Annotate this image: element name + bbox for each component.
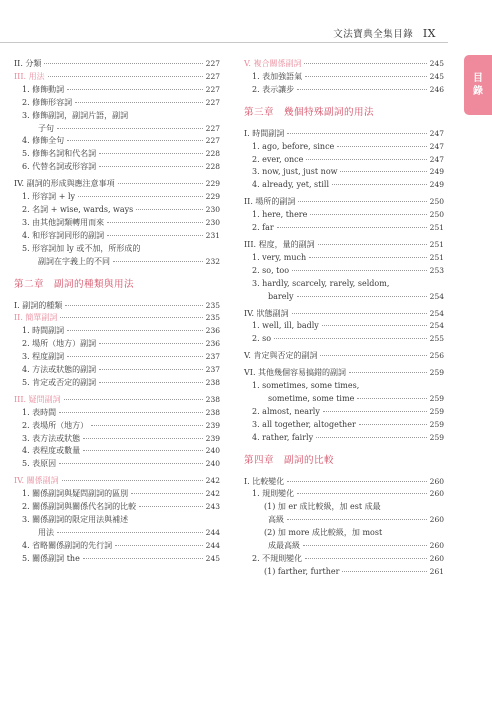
toc-subsection-entry: [244, 527, 444, 540]
entry-title: 3. 由其他詞類轉用而來: [22, 217, 105, 227]
page-number: 254: [429, 291, 444, 301]
toc-section-entry: [14, 475, 220, 488]
leader-dots: [297, 493, 426, 494]
page-number: 235: [205, 313, 220, 323]
entry-title: 成最高級: [268, 541, 300, 551]
entry-title: 2. almost, nearly: [252, 406, 320, 416]
leader-dots: [59, 412, 202, 413]
entry-title: 1. sometimes, some times,: [252, 381, 360, 391]
page-number: 247: [429, 154, 444, 164]
entry-title: 2. 修飾形容詞: [22, 97, 73, 107]
running-header: [333, 26, 436, 40]
entry-title: 副詞在字義上的不同: [38, 256, 110, 266]
leader-dots: [287, 519, 427, 520]
toc-section-entry: [244, 476, 444, 489]
leader-dots: [349, 372, 427, 373]
leader-dots: [83, 438, 202, 439]
entry-title: II. 場所的副詞: [244, 197, 296, 207]
page-number: 251: [429, 223, 444, 233]
page-number: 237: [205, 352, 220, 362]
page-number: 238: [205, 407, 220, 417]
header-rule: [0, 42, 448, 43]
entry-title: 3. now, just, just now: [252, 167, 338, 177]
leader-dots: [99, 343, 202, 344]
page-number: 245: [429, 59, 444, 68]
entry-title: 2. 表場所（地方）: [22, 420, 89, 430]
toc-subsection-entry: [14, 351, 220, 364]
page-number: 237: [205, 365, 220, 375]
page-number: 232: [205, 256, 220, 266]
toc-subsection-entry: [14, 97, 220, 110]
toc-section-entry: [14, 178, 220, 191]
leader-dots: [131, 493, 202, 494]
toc-subsection-entry: [14, 488, 220, 501]
chapter-heading: 第二章 副詞的種類與用法: [14, 278, 135, 290]
entry-title: 5. 肯定或否定的副詞: [22, 377, 97, 387]
page-number: 228: [205, 162, 220, 172]
page-number: 244: [205, 540, 220, 550]
leader-dots: [274, 338, 427, 339]
entry-title: VI. 其他幾個容易搞錯的副詞: [244, 368, 347, 378]
entry-title: (2) 加 more 成比較級，加 most: [264, 528, 383, 538]
toc-subsection-entry: [14, 161, 220, 174]
leader-dots: [115, 545, 202, 546]
entry-title: I. 時間副詞: [244, 128, 285, 138]
leader-dots: [44, 63, 202, 64]
entry-title: 4. rather, fairly: [252, 432, 314, 442]
leader-dots: [99, 382, 202, 383]
entry-title: 4. 方法或狀態的副詞: [22, 365, 97, 375]
entry-title: III. 疑問副詞: [14, 394, 61, 404]
toc-subsection-entry: [14, 458, 220, 471]
entry-title: 1. very, much: [252, 252, 307, 262]
page-number: 239: [205, 420, 220, 430]
entry-title: 1. 表時間: [22, 407, 57, 417]
entry-title: IV. 關係副詞: [14, 476, 59, 486]
entry-title: 4. 省略關係副詞的先行詞: [22, 540, 113, 550]
page-number: 259: [429, 393, 444, 403]
entry-title: 2. 場所（地方）副詞: [22, 339, 97, 349]
entry-title: 1. 修飾動詞: [22, 84, 65, 94]
leader-dots: [340, 171, 426, 172]
leader-dots: [310, 214, 426, 215]
page-number: 251: [429, 239, 444, 249]
toc-subsection-entry: [14, 110, 220, 123]
toc-subsection-entry: [14, 230, 220, 243]
leader-dots: [316, 437, 427, 438]
toc-section-entry: [244, 350, 444, 363]
page-number: 247: [429, 141, 444, 151]
leader-dots: [287, 481, 426, 482]
page-number: 249: [429, 180, 444, 190]
page-numeral: IX: [422, 27, 436, 40]
leader-dots: [304, 63, 426, 64]
page-number: 227: [205, 97, 220, 107]
page-number: 238: [205, 377, 220, 387]
page-number: 256: [429, 351, 444, 361]
leader-dots: [342, 571, 426, 572]
tab-char-1: 目: [473, 73, 483, 84]
leader-dots: [292, 270, 427, 271]
entry-title: 用法: [38, 527, 54, 537]
entry-title: 5. 表原因: [22, 459, 57, 469]
leader-dots: [83, 558, 203, 559]
leader-dots: [136, 209, 202, 210]
leader-dots: [292, 313, 427, 314]
entry-title: V. 肯定與否定的副詞: [244, 351, 318, 361]
entry-title: 3. 程度副詞: [22, 352, 65, 362]
page-number: 259: [429, 368, 444, 378]
page-number: 260: [429, 554, 444, 563]
toc-subsection-entry: [14, 338, 220, 351]
toc-subsection-entry: [14, 420, 220, 433]
toc-subsection-entry: [244, 71, 444, 84]
leader-dots: [65, 305, 202, 306]
entry-title: 6. 代替名詞或形容詞: [22, 162, 97, 172]
toc-subsection-entry: [14, 364, 220, 377]
toc-entry-continuation: [244, 514, 444, 527]
leader-dots: [78, 196, 203, 197]
page-number: 255: [429, 334, 444, 344]
leader-dots: [306, 159, 426, 160]
entry-title: 子句: [38, 123, 54, 133]
entry-title: 2. 名詞 + wise, wards, ways: [22, 204, 134, 214]
entry-title: 3. hardly, scarcely, rarely, seldom,: [252, 278, 390, 288]
leader-dots: [107, 222, 202, 223]
toc-entry-continuation: [14, 256, 220, 269]
leader-dots: [337, 146, 426, 147]
toc-subsection-entry: [244, 566, 444, 579]
leader-dots: [57, 532, 203, 533]
page-number: 245: [205, 553, 220, 563]
leader-dots: [60, 317, 202, 318]
page-number: 238: [205, 394, 220, 404]
entry-title: 5. 形容詞加 ly 或不加，所形成的: [22, 243, 141, 253]
entry-title: 3. all together, altogether: [252, 419, 356, 429]
page-number: 235: [205, 300, 220, 310]
leader-dots: [297, 89, 426, 90]
leader-dots: [59, 463, 202, 464]
entry-title: 5. 關係副詞 the: [22, 553, 80, 563]
entry-title: IV. 副詞的形成與應注意事項: [14, 179, 115, 189]
entry-title: 1. 形容詞 + ly: [22, 192, 76, 202]
toc-section-entry: [244, 128, 444, 141]
entry-title: IV. 狀態副詞: [244, 308, 289, 318]
header-title: 文法寶典全集目錄: [333, 29, 414, 40]
entry-title: I. 比較變化: [244, 476, 285, 486]
toc-left-column: [14, 58, 220, 566]
toc-subsection-entry: [14, 553, 220, 566]
page-number: 229: [205, 192, 220, 202]
leader-dots: [320, 355, 426, 356]
toc-subsection-entry: [244, 419, 444, 432]
leader-dots: [309, 257, 427, 258]
page-number: 254: [429, 308, 444, 318]
entry-title: 4. 表程度或數量: [22, 446, 81, 456]
leader-dots: [83, 450, 202, 451]
toc-section-entry: [244, 239, 444, 252]
entry-title: 1. well, ill, badly: [252, 321, 319, 331]
toc-subsection-entry: [244, 333, 444, 346]
toc-section-entry: [14, 71, 220, 84]
toc-subsection-entry: [244, 432, 444, 445]
leader-dots: [67, 89, 202, 90]
toc-subsection-entry: [14, 433, 220, 446]
toc-entry-continuation: [244, 540, 444, 553]
entry-title: 2. 關係副詞與關係代名詞的比較: [22, 502, 137, 512]
entry-title: 2. ever, once: [252, 154, 304, 164]
page-number: 250: [429, 197, 444, 207]
toc-subsection-entry: [14, 204, 220, 217]
tab-char-2: 錄: [473, 86, 483, 97]
entry-title: (1) farther, further: [264, 566, 340, 576]
page-number: 227: [205, 136, 220, 146]
page-number: 231: [205, 230, 220, 240]
leader-dots: [113, 261, 203, 262]
toc-subsection-entry: [14, 445, 220, 458]
leader-dots: [107, 235, 202, 236]
toc-entry-continuation: [244, 393, 444, 406]
page-number: 227: [205, 59, 220, 68]
entry-title: 1. ago, before, since: [252, 141, 335, 151]
page-number: 245: [429, 71, 444, 81]
page-number: 253: [429, 265, 444, 275]
page-number: 260: [429, 489, 444, 499]
chapter-heading: 第四章 副詞的比較: [244, 454, 335, 466]
leader-dots: [67, 356, 202, 357]
entry-title: II. 分類: [14, 59, 42, 68]
entry-title: 1. here, there: [252, 210, 308, 220]
entry-title: V. 複合關係副詞: [244, 59, 302, 68]
page-number: 236: [205, 326, 220, 336]
toc-section-entry: [244, 308, 444, 321]
leader-dots: [99, 153, 202, 154]
page-number: 243: [205, 502, 220, 512]
leader-dots: [322, 325, 427, 326]
toc-subsection-entry: [14, 135, 220, 148]
entry-title: barely: [268, 291, 294, 301]
toc-subsection-entry: [14, 514, 220, 527]
toc-subsection-entry: [244, 278, 444, 291]
leader-dots: [287, 133, 426, 134]
page-number: 227: [205, 123, 220, 133]
page-number: 247: [429, 128, 444, 138]
toc-subsection-entry: [244, 553, 444, 566]
page-number: 227: [205, 84, 220, 94]
entry-title: 2. so, too: [252, 265, 290, 275]
toc-section-entry: [14, 394, 220, 407]
entry-title: 1. 關係副詞與疑問副詞的區別: [22, 489, 129, 499]
entry-title: 1. 表加強語氣: [252, 71, 303, 81]
toc-subsection-entry: [14, 407, 220, 420]
leader-dots: [48, 76, 203, 77]
toc-subsection-entry: [244, 501, 444, 514]
entry-title: III. 程度，量的副詞: [244, 239, 315, 249]
entry-title: (1) 加 er 成比較級，加 est 成最: [264, 502, 381, 512]
page-number: 259: [429, 419, 444, 429]
page-number: 229: [205, 179, 220, 189]
toc-subsection-entry: [14, 501, 220, 514]
page-number: 236: [205, 339, 220, 349]
entry-title: 3. 修飾副詞，副詞片語，副詞: [22, 110, 129, 120]
toc-entry-continuation: [14, 527, 220, 540]
page-number: 250: [429, 210, 444, 220]
page-number: 230: [205, 204, 220, 214]
toc-subsection-entry: [244, 84, 444, 97]
toc-section-entry: [244, 367, 444, 380]
toc-section-entry: [14, 312, 220, 325]
toc-subsection-entry: [244, 252, 444, 265]
entry-title: 高級: [268, 515, 284, 525]
page-number: 244: [205, 527, 220, 537]
entry-title: 1. 規則變化: [252, 489, 295, 499]
entry-title: I. 副詞的種類: [14, 300, 63, 310]
leader-dots: [305, 76, 426, 77]
page-number: 230: [205, 217, 220, 227]
entry-title: 2. 不規則變化: [252, 554, 303, 563]
entry-title: II. 簡單副詞: [14, 313, 58, 323]
toc-section-entry: [14, 58, 220, 71]
entry-title: 2. 表示讓步: [252, 84, 295, 94]
page-number: 242: [205, 489, 220, 499]
toc-subsection-entry: [14, 148, 220, 161]
toc-subsection-entry: [244, 179, 444, 192]
toc-subsection-entry: [14, 217, 220, 230]
leader-dots: [99, 166, 202, 167]
toc-entry-continuation: [14, 123, 220, 136]
page-number: 260: [429, 476, 444, 486]
toc-subsection-entry: [244, 265, 444, 278]
page-number: 254: [429, 321, 444, 331]
leader-dots: [67, 140, 202, 141]
toc-right-column: [244, 58, 444, 579]
chapter-heading: 第三章 幾個特殊副詞的用法: [244, 106, 375, 118]
entry-title: 4. 和形容詞同形的副詞: [22, 230, 105, 240]
page-number: 240: [205, 446, 220, 456]
leader-dots: [359, 424, 427, 425]
entry-title: 2. so: [252, 334, 272, 344]
page-number: 259: [429, 406, 444, 416]
entry-title: 4. already, yet, still: [252, 180, 330, 190]
leader-dots: [318, 244, 427, 245]
toc-subsection-entry: [14, 191, 220, 204]
page-number: 261: [429, 566, 444, 576]
leader-dots: [297, 296, 427, 297]
toc-tab: [464, 55, 492, 115]
toc-subsection-entry: [244, 406, 444, 419]
toc-subsection-entry: [244, 166, 444, 179]
leader-dots: [118, 183, 203, 184]
leader-dots: [75, 102, 202, 103]
toc-subsection-entry: [244, 320, 444, 333]
page-number: 251: [429, 252, 444, 262]
toc-subsection-entry: [14, 84, 220, 97]
leader-dots: [62, 480, 203, 481]
toc-subsection-entry: [244, 380, 444, 393]
toc-subsection-entry: [14, 540, 220, 553]
entry-title: 2. far: [252, 223, 274, 233]
page-number: 227: [205, 71, 220, 81]
entry-title: 3. 關係副詞的限定用法與補述: [22, 515, 129, 524]
entry-title: sometime, some time: [268, 393, 355, 403]
page-number: 260: [429, 541, 444, 551]
toc-subsection-entry: [244, 209, 444, 222]
leader-dots: [332, 184, 427, 185]
leader-dots: [305, 558, 426, 559]
toc-subsection-entry: [244, 141, 444, 154]
toc-subsection-entry: [244, 222, 444, 235]
entry-title: III. 用法: [14, 71, 45, 81]
toc-subsection-entry: [14, 377, 220, 390]
toc-subsection-entry: [14, 243, 220, 256]
page-number: 240: [205, 459, 220, 469]
entry-title: 4. 修飾全句: [22, 136, 65, 146]
entry-title: 3. 表方法或狀態: [22, 433, 81, 443]
page-number: 239: [205, 433, 220, 443]
leader-dots: [91, 425, 202, 426]
page-number: 228: [205, 149, 220, 159]
toc-section-entry: [244, 58, 444, 71]
toc-section-entry: [14, 300, 220, 313]
leader-dots: [323, 411, 427, 412]
leader-dots: [357, 398, 426, 399]
leader-dots: [139, 506, 202, 507]
page-number: 259: [429, 432, 444, 442]
page-number: 246: [429, 84, 444, 94]
page-number: 260: [429, 515, 444, 525]
entry-title: 1. 時間副詞: [22, 326, 65, 336]
leader-dots: [99, 369, 202, 370]
leader-dots: [303, 545, 427, 546]
toc-section-entry: [244, 196, 444, 209]
entry-title: 5. 修飾名詞和代名詞: [22, 149, 97, 159]
toc-subsection-entry: [244, 154, 444, 167]
page-number: 249: [429, 167, 444, 177]
toc-subsection-entry: [244, 488, 444, 501]
leader-dots: [67, 330, 202, 331]
leader-dots: [298, 201, 426, 202]
toc-entry-continuation: [244, 291, 444, 304]
leader-dots: [57, 128, 203, 129]
leader-dots: [64, 399, 203, 400]
leader-dots: [277, 227, 427, 228]
toc-subsection-entry: [14, 325, 220, 338]
page-number: 242: [205, 476, 220, 486]
